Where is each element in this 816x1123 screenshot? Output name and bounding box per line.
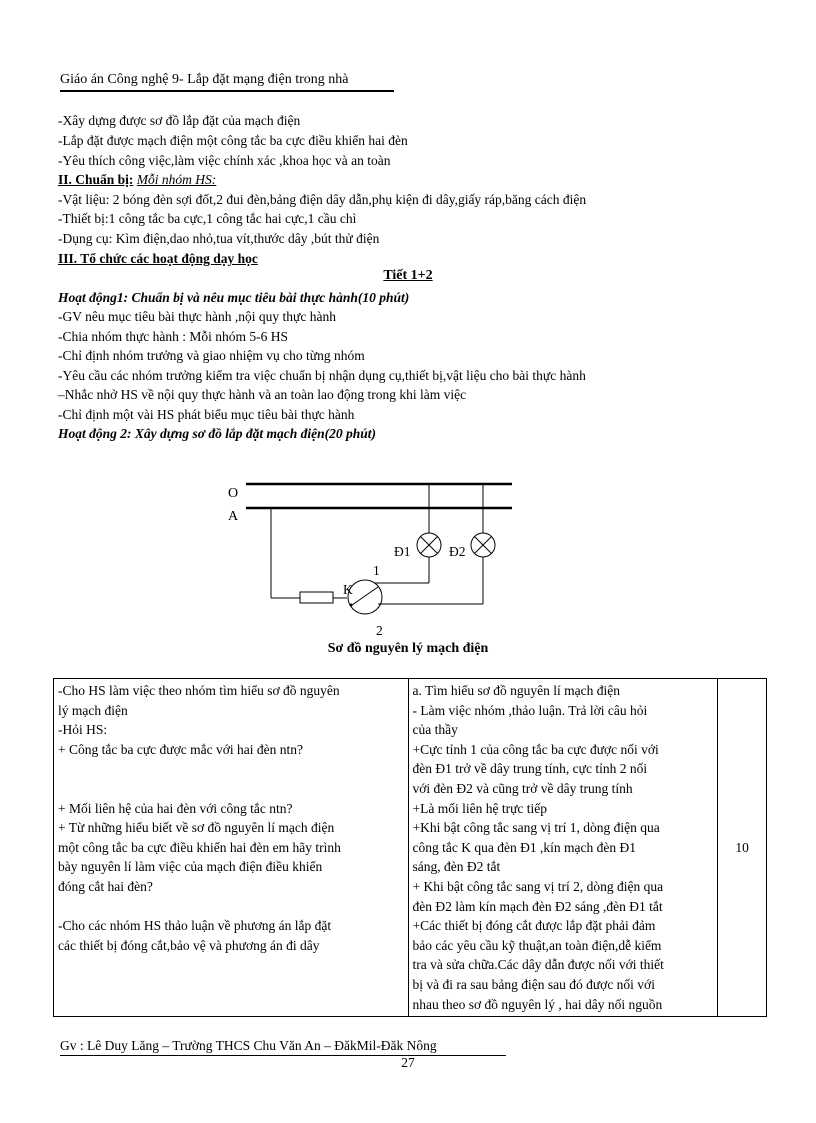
teacher-line: + Mối liên hệ của hai đèn với công tắc ntn? [58,800,293,816]
activity1-title: Hoạt động1: Chuẩn bị và nêu mục tiêu bài thực hành(10 phút) [58,290,410,305]
prep-heading-row [58,170,216,190]
teacher-line [58,759,404,779]
student-line: +Khi bật công tắc sang vị trí 1, dòng điện qua [412,820,660,836]
student-line: công tắc K qua đèn Đ1 ,kín mạch đèn Đ1 [412,839,636,855]
student-line: +Các thiết bị đóng cắt được lắp đặt phải đảm [412,918,656,934]
activity1-item-5: –Nhắc nhở HS về nội quy thực hành và an toàn lao động trong khi làm việc [58,387,467,402]
teacher-line: -Cho các nhóm HS thảo luận về phương án lắp đặt [58,918,332,934]
teacher-line: + Từ những hiểu biết về sơ đồ nguyên lí mạch điện [58,820,335,836]
teacher-line: các thiết bị đóng cắt,bảo vệ và phương án đi dây [58,937,320,953]
page-footer: Gv : Lê Duy Lăng – Trường THCS Chu Văn An – ĐăkMil-Đăk Nông [60,1038,506,1056]
teacher-column [54,679,409,1017]
label-1: 1 [373,563,380,578]
table-row [54,679,767,1017]
label-k: K [343,582,353,597]
period-title: Tiết 1+2 [383,268,433,283]
student-line: + Khi bật công tắc sang vị trí 2, dòng điện qua [412,878,664,894]
student-line: a. Tìm hiểu sơ đồ nguyên lí mạch điện [412,683,621,698]
activities-heading: III. Tổ chức các hoạt động dạy học [58,251,258,266]
student-line: +Cực tỉnh 1 của công tắc ba cực được nối với [412,741,659,757]
fuse-icon [300,592,333,603]
student-line: của thầy [412,722,458,738]
label-a: A [228,509,239,524]
circuit-diagram [220,475,520,640]
activity-table [53,678,767,1017]
prep-item-3: -Dụng cụ: Kìm điện,dao nhỏ,tua vít,thước dây ,bút thử điện [58,231,380,246]
activity1-item-4: -Yêu cầu các nhóm trưởng kiểm tra việc chuẩn bị nhận dụng cụ,thiết bị,vật liệu cho bài thực hành [58,368,586,383]
student-line: bị và đi ra sau bảng điện sau đó được nối với [412,976,655,992]
activity1-item-1: -GV nêu mục tiêu bài thực hành ,nội quy thực hành [58,309,336,324]
activity1-item-6: -Chỉ định một vài HS phát biểu mục tiêu bài thực hành [58,407,355,422]
prep-item-2: -Thiết bị:1 công tắc ba cực,1 công tắc hai cực,1 cầu chì [58,211,357,226]
student-line: tra và sửa chữa.Các dây dẫn được nối với thiết [412,957,664,973]
activity1-item-3: -Chỉ định nhóm trưởng và giao nhiệm vụ cho từng nhóm [58,348,365,363]
activity1-item-2: -Chia nhóm thực hành : Mỗi nhóm 5-6 HS [58,329,289,344]
teacher-line: -Hỏi HS: [58,722,108,738]
diagram-caption: Sơ đồ nguyên lý mạch điện [327,641,489,656]
student-line: đèn Đ2 làm kín mạch đèn Đ2 sáng ,đèn Đ1 tắt [412,898,663,914]
student-line: bảo các yêu cầu kỹ thuật,an toàn điện,dễ kiểm [412,937,662,953]
label-o: O [228,486,239,501]
prep-item-1: -Vật liệu: 2 bóng đèn sợi đốt,2 đui đèn,bảng điện dây dẫn,phụ kiện đi dây,giấy ráp,băng cách điện [58,192,587,207]
teacher-line: bày nguyên lí làm việc của mạch điện điều khiển [58,859,323,875]
objective-3: -Yêu thích công việc,làm việc chính xác ,khoa học và an toàn [58,153,391,168]
teacher-line [58,897,404,917]
student-line: +Là mối liên hệ trực tiếp [412,800,548,816]
student-line: nhau theo sơ đồ nguyên lý , hai dây nối nguồn [412,996,663,1012]
switch-lever [352,587,378,605]
teacher-line: một công tắc ba cực điều khiển hai đèn em hãy trình [58,839,341,855]
activity2-title: Hoạt động 2: Xây dựng sơ đồ lắp đặt mạch điện(20 phút) [58,426,376,441]
label-d2: Đ2 [449,544,466,559]
student-line: với đèn Đ2 và cũng trở về dây trung tính [412,780,633,796]
page-header: Giáo án Công nghệ 9- Lắp đặt mạng điện trong nhà [60,72,394,92]
objective-2: -Lắp đặt được mạch điện một công tắc ba cực điều khiển hai đèn [58,133,408,148]
objective-1: -Xây dựng được sơ đồ lắp đặt của mạch điện [58,113,301,128]
teacher-line: -Cho HS làm việc theo nhóm tìm hiểu sơ đồ nguyên [58,683,340,698]
page-number: 27 [401,1055,415,1070]
teacher-line: đóng cắt hai đèn? [58,878,153,894]
label-2: 2 [376,623,383,638]
label-d1: Đ1 [394,544,411,559]
student-line: đèn Đ1 trở về dây trung tính, cực tỉnh 2 nối [412,761,648,777]
student-line: sáng, đèn Đ2 tắt [412,859,501,875]
prep-heading: II. Chuẩn bị: [58,172,134,187]
time-column: 10 [718,679,767,1017]
teacher-line: + Công tắc ba cực được mắc với hai đèn ntn? [58,741,303,757]
student-column [408,679,718,1017]
teacher-line: lý mạch điện [58,702,128,718]
teacher-line [58,779,404,799]
switch-icon [348,580,382,614]
prep-heading-italic: Mỗi nhóm HS: [136,172,217,187]
student-line: - Làm việc nhóm ,thảo luận. Trả lời câu hỏi [412,702,648,718]
